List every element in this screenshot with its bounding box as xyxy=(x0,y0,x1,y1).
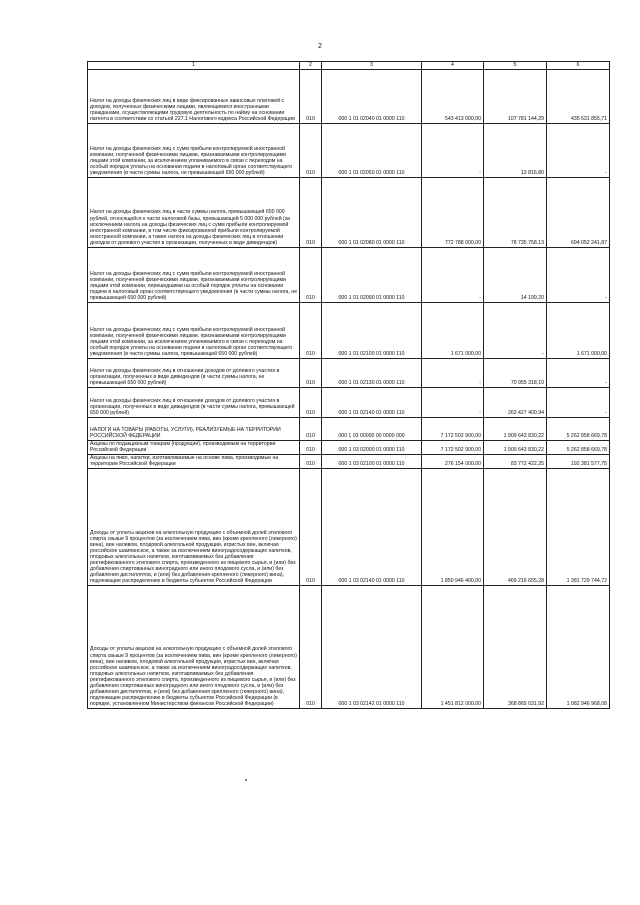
row-kbk: 000 1 01 02130 01 0000 110 xyxy=(322,359,422,388)
row-code: 010 xyxy=(300,388,322,418)
row-unexecuted: - xyxy=(547,388,610,418)
scan-speck xyxy=(245,779,247,781)
revenue-table xyxy=(87,61,610,709)
row-name: Акцизы на пиво, напитки, изготавливаемые на основе пива, производимые на территории Российской Федерации xyxy=(88,455,300,469)
row-approved: - xyxy=(422,359,484,388)
col-header-5: 5 xyxy=(484,62,547,70)
row-approved: - xyxy=(422,388,484,418)
row-executed: 14 199,20 xyxy=(484,248,547,303)
row-unexecuted: 5 262 858 669,78 xyxy=(547,418,610,441)
row-executed: 469 216 655,28 xyxy=(484,469,547,586)
row-unexecuted: - xyxy=(547,124,610,178)
page-number: 2 xyxy=(318,43,322,50)
row-kbk: 000 1 01 02140 01 0000 110 xyxy=(322,388,422,418)
row-name: Доходы от уплаты акцизов на алкогольную продукцию с объемной долей этилового спирта свыше 9 процентов (за исключением пива, вин (кроме крепленого (ликерного) вина), вин наливом, плодовой алкогольной продукции, игристых вин, включая российское шампанское, а также за исключением виноградосодержащих напитков, плодовых алкогольных напитков, изготавливаемых без добавления ректификованного этилового спирта, произведенного из пищевого сырья, и (или) без добавления спиртованных виноградного или иного плодового сусла, и (или) без добавления дистиллятов, и (или) без добавления крепленого (ликерного) вина), подлежащие распределению в бюджеты субъектов Российской Федерации (в порядке, установленном Министерством финансов Российской Федерации) xyxy=(88,586,300,709)
row-executed: - xyxy=(484,303,547,359)
row-unexecuted: 192 381 577,75 xyxy=(547,455,610,469)
row-executed: 83 772 422,25 xyxy=(484,455,547,469)
row-unexecuted: 435 631 855,71 xyxy=(547,70,610,124)
row-kbk: 000 1 01 02100 01 0000 110 xyxy=(322,303,422,359)
row-code: 010 xyxy=(300,455,322,469)
table-row xyxy=(88,388,610,418)
row-unexecuted: 694 052 241,87 xyxy=(547,178,610,248)
row-code: 010 xyxy=(300,124,322,178)
table-row xyxy=(88,248,610,303)
row-name: НАЛОГИ НА ТОВАРЫ (РАБОТЫ, УСЛУГИ), РЕАЛИЗУЕМЫЕ НА ТЕРРИТОРИИ РОССИЙСКОЙ ФЕДЕРАЦИИ xyxy=(88,418,300,441)
row-approved: 772 788 000,00 xyxy=(422,178,484,248)
row-approved: - xyxy=(422,248,484,303)
row-code: 010 xyxy=(300,418,322,441)
row-unexecuted: 1 082 946 968,08 xyxy=(547,586,610,709)
row-code: 010 xyxy=(300,248,322,303)
row-code: 010 xyxy=(300,178,322,248)
row-kbk: 000 1 01 02090 01 0000 110 xyxy=(322,248,422,303)
table-row xyxy=(88,455,610,469)
row-approved: - xyxy=(422,124,484,178)
row-approved: 276 154 000,00 xyxy=(422,455,484,469)
row-executed: 1 909 643 830,22 xyxy=(484,418,547,441)
table-row xyxy=(88,586,610,709)
row-name: Налог на доходы физических лиц с сумм прибыли контролируемой иностранной компании, полученной физическими лицами, признаваемыми контролирующими лицами этой компании, за исключением уплачиваемого в связи с переходом на особый порядок уплаты на основании подачи в налоговый орган соответствующего уведомления (в части суммы налога, превышающей 650 000 рублей) xyxy=(88,303,300,359)
col-header-6: 6 xyxy=(547,62,610,70)
row-approved: 7 172 502 900,00 xyxy=(422,418,484,441)
row-executed: 368 865 031,92 xyxy=(484,586,547,709)
row-kbk: 000 1 03 02140 01 0000 110 xyxy=(322,469,422,586)
row-approved: 1 671 000,00 xyxy=(422,303,484,359)
table-row xyxy=(88,441,610,455)
row-executed: 263 427 400,94 xyxy=(484,388,547,418)
table-row xyxy=(88,124,610,178)
table-row xyxy=(88,178,610,248)
row-code: 010 xyxy=(300,70,322,124)
row-executed: 107 781 144,29 xyxy=(484,70,547,124)
col-header-4: 4 xyxy=(422,62,484,70)
row-kbk: 000 1 01 02080 01 0000 110 xyxy=(322,178,422,248)
row-unexecuted: - xyxy=(547,248,610,303)
row-approved: 1 850 946 400,00 xyxy=(422,469,484,586)
row-approved: 543 413 000,00 xyxy=(422,70,484,124)
row-name: Акцизы по подакцизным товарам (продукции), производимым на территории Российской Федерации xyxy=(88,441,300,455)
table-row xyxy=(88,418,610,441)
row-approved: 7 172 502 900,00 xyxy=(422,441,484,455)
row-code: 010 xyxy=(300,359,322,388)
row-unexecuted: - xyxy=(547,359,610,388)
row-executed: 13 816,80 xyxy=(484,124,547,178)
row-kbk: 000 1 01 02050 01 0000 110 xyxy=(322,124,422,178)
row-kbk: 000 1 01 02040 01 0000 110 xyxy=(322,70,422,124)
table-row xyxy=(88,303,610,359)
col-header-2: 2 xyxy=(300,62,322,70)
col-header-3: 3 xyxy=(322,62,422,70)
row-unexecuted: 1 671 000,00 xyxy=(547,303,610,359)
table-row xyxy=(88,70,610,124)
row-executed: 1 909 643 830,22 xyxy=(484,441,547,455)
row-code: 010 xyxy=(300,303,322,359)
row-executed: 70 955 318,10 xyxy=(484,359,547,388)
row-code: 010 xyxy=(300,441,322,455)
row-kbk: 000 1 03 00000 00 0000 000 xyxy=(322,418,422,441)
row-name: Налог на доходы физических лиц с сумм прибыли контролируемой иностранной компании, полученной физическими лицами, признаваемыми контролирующими лицами этой компании, за исключением уплачиваемого в связи с переходом на особый порядок уплаты на основании подачи в налоговый орган соответствующего уведомления (в части суммы налога, не превышающей 650 000 рублей) xyxy=(88,124,300,178)
row-name: Налог на доходы физических лиц в отношении доходов от долевого участия в организации, полученных в виде дивидендов (в части суммы налога, превышающей 650 000 рублей) xyxy=(88,388,300,418)
row-name: Доходы от уплаты акцизов на алкогольную продукцию с объемной долей этилового спирта свыше 9 процентов (за исключением пива, вин (кроме крепленого (ликерного) вина), вин наливом, плодовой алкогольной продукции, игристых вин, включая российское шампанское, а также за исключением виноградосодержащих напитков, плодовых алкогольных напитков, изготавливаемых без добавления ректификованного этилового спирта, произведенного из пищевого сырья, и (или) без добавления спиртованных виноградного или иного плодового сусла, и (или) без добавления дистиллятов, и (или) без добавления крепленого (ликерного) вина), подлежащие распределению в бюджеты субъектов Российской Федерации xyxy=(88,469,300,586)
table-row xyxy=(88,359,610,388)
row-code: 010 xyxy=(300,469,322,586)
col-header-1: 1 xyxy=(88,62,300,70)
header-row xyxy=(88,62,610,70)
row-kbk: 000 1 03 02142 01 0000 110 xyxy=(322,586,422,709)
table-row xyxy=(88,469,610,586)
row-kbk: 000 1 03 02000 01 0000 110 xyxy=(322,441,422,455)
row-unexecuted: 5 262 858 669,78 xyxy=(547,441,610,455)
row-unexecuted: 1 381 729 744,72 xyxy=(547,469,610,586)
row-kbk: 000 1 03 02100 01 0000 110 xyxy=(322,455,422,469)
row-executed: 78 735 758,13 xyxy=(484,178,547,248)
row-name: Налог на доходы физических лиц с сумм прибыли контролируемой иностранной компании, полученной физическими лицами, признаваемыми контролирующими лицами этой компании, перешедшими на особый порядок уплаты на основании подачи в налоговый орган соответствующего уведомления (в части суммы налога, не превышающей 650 000 рублей) xyxy=(88,248,300,303)
row-code: 010 xyxy=(300,586,322,709)
row-name: Налог на доходы физических лиц в части суммы налога, превышающей 650 000 рублей, относящейся к части налоговой базы, превышающей 5 000 000 рублей (за исключением налога на доходы физических лиц с сумм прибыли контролируемой иностранной компании, в том числе фиксированной прибыли контролируемой иностранной компании, а также налога на доходы физических лиц в отношении доходов от долевого участия в организации, полученных в виде дивидендов) xyxy=(88,178,300,248)
row-name: Налог на доходы физических лиц в виде фиксированных авансовых платежей с доходов, полученных физическими лицами, являющимися иностранными гражданами, осуществляющими трудовую деятельность по найму на основании патента в соответствии со статьей 227.1 Налогового кодекса Российской Федерации xyxy=(88,70,300,124)
row-approved: 1 451 812 000,00 xyxy=(422,586,484,709)
row-name: Налог на доходы физических лиц в отношении доходов от долевого участия в организации, полученных в виде дивидендов (в части суммы налога, не превышающей 650 000 рублей) xyxy=(88,359,300,388)
